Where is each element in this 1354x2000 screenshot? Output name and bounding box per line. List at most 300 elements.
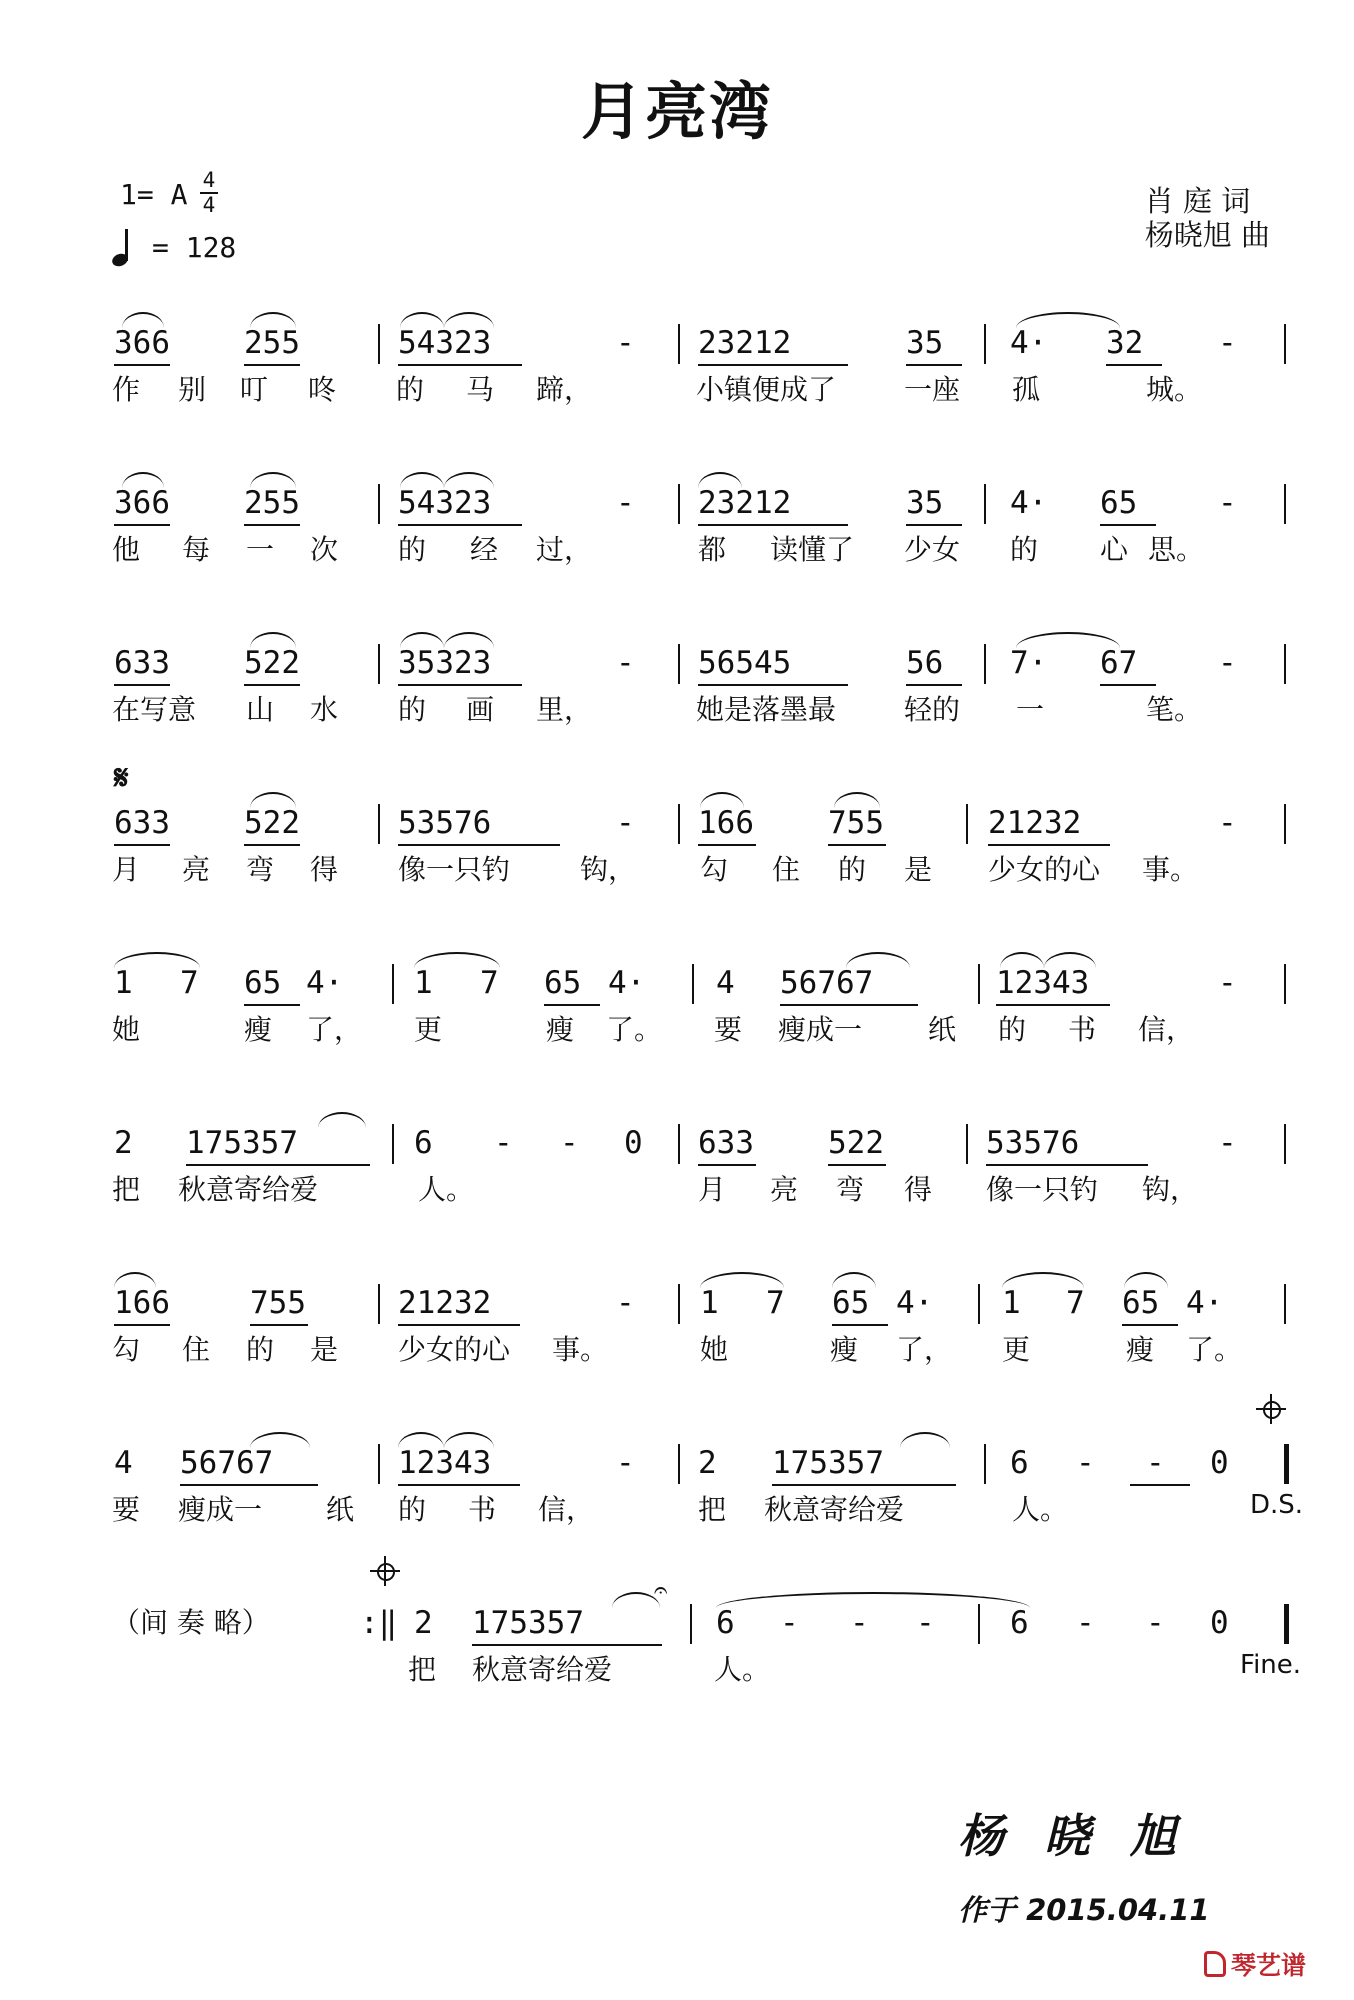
note-group: 7	[1066, 1285, 1085, 1321]
lyric-text: 每	[182, 533, 211, 566]
note-group: 32	[1106, 325, 1144, 361]
lyric-text: 把	[698, 1493, 727, 1526]
beam-line	[244, 364, 300, 366]
lyric-text: 都	[698, 533, 727, 566]
tie-slur	[1044, 952, 1096, 968]
note-group: 633	[114, 645, 170, 681]
barline	[392, 964, 394, 1004]
tie-slur	[834, 792, 880, 808]
lyric-text: 的	[398, 693, 427, 726]
note-group: 7	[766, 1285, 785, 1321]
note-group: 35	[906, 485, 944, 521]
score-row	[0, 318, 1354, 438]
beam-line	[698, 684, 848, 686]
segno-icon: 𝄋	[114, 758, 129, 798]
coda-icon	[374, 1560, 396, 1582]
beam-line	[832, 1324, 888, 1326]
beam-line	[250, 1324, 308, 1326]
tie-slur	[900, 1432, 950, 1448]
composer-credit: 杨晓旭 曲	[1144, 218, 1270, 252]
time-signature-top: 4	[202, 168, 216, 192]
note-group: 4·	[608, 965, 646, 1001]
note-group: 1	[700, 1285, 719, 1321]
lyric-text: 的	[838, 853, 867, 886]
lyric-text: 叮	[240, 373, 269, 406]
lyric-text: 山	[246, 693, 275, 726]
lyric-text: 事。	[1142, 853, 1199, 886]
tie-slur	[114, 952, 200, 968]
note-group: -	[616, 645, 635, 681]
tie-slur	[700, 1272, 784, 1288]
note-group: 23212	[698, 325, 792, 361]
repeat-sign: :‖	[360, 1605, 398, 1641]
note-group: -	[560, 1125, 579, 1161]
lyric-text: 人。	[714, 1653, 771, 1686]
score-row	[0, 1118, 1354, 1238]
lyric-text: 瘦成一	[778, 1013, 863, 1046]
beam-line	[398, 844, 560, 846]
note-group: -	[916, 1605, 935, 1641]
note-group: 6	[414, 1125, 433, 1161]
note-group: -	[1076, 1445, 1095, 1481]
beam-line	[398, 1484, 520, 1486]
beam-line	[244, 684, 300, 686]
note-group: 1	[1002, 1285, 1021, 1321]
note-group: -	[1218, 805, 1237, 841]
note-group: -	[494, 1125, 513, 1161]
lyric-text: 住	[182, 1333, 211, 1366]
note-group: 522	[828, 1125, 884, 1161]
note-group: 2	[114, 1125, 133, 1161]
note-group: -	[1146, 1445, 1165, 1481]
lyric-text: 信，	[1138, 1013, 1195, 1046]
beam-line	[398, 524, 522, 526]
lyric-text: 蹄，	[536, 373, 593, 406]
tie-slur	[1002, 1272, 1084, 1288]
note-group: 366	[114, 325, 170, 361]
note-group: -	[616, 805, 635, 841]
beam-line	[114, 1324, 170, 1326]
note-group: 633	[114, 805, 170, 841]
tie-slur	[444, 472, 494, 488]
note-group: 65	[832, 1285, 870, 1321]
lyric-text: 经	[470, 533, 499, 566]
beam-line	[114, 844, 170, 846]
beam-line	[244, 844, 300, 846]
lyric-text: 秋意寄给爱	[472, 1653, 613, 1686]
note-group: -	[1218, 325, 1237, 361]
fine-marking: Fine.	[1240, 1650, 1302, 1680]
lyric-text: 画	[466, 693, 495, 726]
tie-slur	[114, 1272, 156, 1288]
lyric-text: 事。	[552, 1333, 609, 1366]
tie-slur	[398, 1432, 444, 1448]
note-group: 255	[244, 485, 300, 521]
note-group: 21232	[398, 1285, 492, 1321]
lyric-text: 的	[398, 1493, 427, 1526]
barline	[1284, 1284, 1286, 1324]
lyric-text: 里，	[536, 693, 593, 726]
lyric-text: 了。	[1186, 1333, 1243, 1366]
note-group: -	[1076, 1605, 1095, 1641]
beam-line	[114, 364, 170, 366]
barline	[678, 1444, 680, 1484]
key-signature: 1= A	[120, 178, 188, 211]
lyric-text: 的	[246, 1333, 275, 1366]
lyric-text: 的	[396, 373, 425, 406]
lyric-text: 秋意寄给爱	[178, 1173, 319, 1206]
lyric-text: 信，	[538, 1493, 595, 1526]
lyric-text: 轻的	[904, 693, 961, 726]
beam-line	[828, 844, 886, 846]
lyric-text: 了，	[896, 1333, 953, 1366]
time-signature-bottom: 4	[202, 193, 216, 217]
tie-slur	[444, 1432, 494, 1448]
signature-date: 作于 2015.04.11	[958, 1893, 1210, 1927]
lyric-text: 更	[1002, 1333, 1031, 1366]
page-title: 月亮湾	[580, 75, 773, 148]
note-group: 12343	[996, 965, 1090, 1001]
beam-line	[906, 524, 962, 526]
note-group: 166	[698, 805, 754, 841]
note-group: -	[780, 1605, 799, 1641]
note-group: 0	[1210, 1605, 1229, 1641]
tie-slur	[414, 952, 500, 968]
note-group: 0	[624, 1125, 643, 1161]
beam-line	[114, 684, 170, 686]
lyric-text: 笔。	[1146, 693, 1203, 726]
note-group: -	[1218, 1125, 1237, 1161]
lyric-text: 她	[700, 1333, 729, 1366]
lyric-text: 孤	[1012, 373, 1041, 406]
lyric-text: 弯	[246, 853, 275, 886]
note-group: 4·	[306, 965, 344, 1001]
lyric-text: 要	[112, 1493, 141, 1526]
beam-line	[996, 1004, 1110, 1006]
beam-line	[398, 364, 522, 366]
lyric-text: 次	[310, 533, 339, 566]
note-group: 755	[828, 805, 884, 841]
note-group: 1	[114, 965, 133, 1001]
lyric-text: 心	[1100, 533, 1129, 566]
final-barline	[1284, 1604, 1289, 1644]
lyric-text: 她	[112, 1013, 141, 1046]
lyric-text: 纸	[326, 1493, 355, 1526]
lyric-text: 人。	[418, 1173, 475, 1206]
watermark-text: 琴艺谱	[1231, 1951, 1307, 1980]
tie-slur	[444, 312, 494, 328]
score-row	[0, 1438, 1354, 1558]
tie-slur	[1016, 312, 1120, 328]
score-row	[0, 638, 1354, 758]
barline	[1284, 1124, 1286, 1164]
beam-line	[1106, 364, 1162, 366]
note-group: 522	[244, 645, 300, 681]
lyric-text: 的	[398, 533, 427, 566]
barline	[966, 804, 968, 844]
beam-line	[906, 684, 962, 686]
note-group: 23212	[698, 485, 792, 521]
lyric-text: 钩，	[1142, 1173, 1199, 1206]
barline	[1284, 644, 1286, 684]
beam-line	[544, 1004, 600, 1006]
lyric-text: 弯	[836, 1173, 865, 1206]
barline	[678, 804, 680, 844]
lyric-text: 咚	[308, 373, 337, 406]
score-row	[0, 798, 1354, 918]
beam-line	[1130, 1484, 1190, 1486]
lyric-text: 一	[1016, 693, 1045, 726]
barline	[1284, 324, 1286, 364]
note-group: -	[1146, 1605, 1165, 1641]
lyric-text: 过，	[536, 533, 593, 566]
note-group: 2	[698, 1445, 717, 1481]
note-group: 54323	[398, 485, 492, 521]
lyric-text: 他	[112, 533, 141, 566]
beam-line	[244, 524, 300, 526]
barline	[1284, 804, 1286, 844]
lyric-text: 亮	[182, 853, 211, 886]
beam-line	[114, 524, 170, 526]
beam-line	[780, 1004, 918, 1006]
lyric-text: 更	[414, 1013, 443, 1046]
lyric-text: 读懂了	[770, 533, 855, 566]
barline	[984, 324, 986, 364]
lyric-text: 少女的心	[398, 1333, 511, 1366]
tie-slur	[122, 472, 164, 488]
barline	[378, 484, 380, 524]
lyric-text: 城。	[1146, 373, 1203, 406]
note-group: 65	[1100, 485, 1138, 521]
note-group: -	[850, 1605, 869, 1641]
note-group: 1	[414, 965, 433, 1001]
beam-line	[906, 364, 962, 366]
note-group: 53576	[398, 805, 492, 841]
note-group: 0	[1210, 1445, 1229, 1481]
barline	[378, 1444, 380, 1484]
note-group: 6	[716, 1605, 735, 1641]
beam-line	[398, 684, 522, 686]
lyric-text: 勾	[700, 853, 729, 886]
lyric-text: 水	[310, 693, 339, 726]
lyric-text: 住	[772, 853, 801, 886]
note-group: 2	[414, 1605, 433, 1641]
beam-line	[988, 844, 1110, 846]
watermark-logo	[1204, 1946, 1306, 1982]
barline	[1284, 964, 1286, 1004]
lyric-text: 月	[698, 1173, 727, 1206]
tie-slur	[122, 312, 164, 328]
lyric-text: 是	[904, 853, 933, 886]
tie-slur	[250, 1432, 310, 1448]
barline	[392, 1124, 394, 1164]
note-group: 21232	[988, 805, 1082, 841]
note-group: 65	[1122, 1285, 1160, 1321]
note-group: 35	[906, 325, 944, 361]
beam-line	[1100, 524, 1156, 526]
note-group: 7	[480, 965, 499, 1001]
note-group: 6	[1010, 1445, 1029, 1481]
lyric-text: 瘦	[244, 1013, 273, 1046]
lyric-text: 像一只钓	[986, 1173, 1099, 1206]
note-group: 56767	[780, 965, 874, 1001]
lyricist-credit: 肖 庭 词	[1144, 184, 1251, 218]
lyric-text: 少女	[904, 533, 961, 566]
lyric-text: 书	[1068, 1013, 1097, 1046]
tie-slur	[1000, 952, 1044, 968]
barline	[978, 1284, 980, 1324]
barline	[690, 1604, 692, 1644]
lyric-text: 了，	[306, 1013, 363, 1046]
tie-slur	[250, 312, 296, 328]
note-group: 67	[1100, 645, 1138, 681]
beam-line	[698, 524, 848, 526]
beam-line	[472, 1644, 662, 1646]
lyric-text: 得	[310, 853, 339, 886]
lyric-text: 的	[998, 1013, 1027, 1046]
note-group: 65	[244, 965, 282, 1001]
barline	[1284, 484, 1286, 524]
beam-line	[986, 1164, 1148, 1166]
score-row	[0, 478, 1354, 598]
note-group: 633	[698, 1125, 754, 1161]
note-group: 4·	[1186, 1285, 1224, 1321]
lyric-text: 勾	[112, 1333, 141, 1366]
lyric-text: 像一只钓	[398, 853, 511, 886]
lyric-text: 瘦	[830, 1333, 859, 1366]
barline	[966, 1124, 968, 1164]
note-group: 4·	[1010, 485, 1048, 521]
note-group: 7	[180, 965, 199, 1001]
lyric-text: 别	[178, 373, 207, 406]
lyric-text: 少女的心	[988, 853, 1101, 886]
lyric-text: 要	[714, 1013, 743, 1046]
note-group: 255	[244, 325, 300, 361]
tie-slur	[250, 792, 296, 808]
note-group: 56545	[698, 645, 792, 681]
beam-line	[698, 364, 848, 366]
note-group: -	[616, 1445, 635, 1481]
lyric-text: 亮	[770, 1173, 799, 1206]
note-group: 53576	[986, 1125, 1080, 1161]
beam-line	[186, 1164, 370, 1166]
barline	[378, 324, 380, 364]
note-group: -	[1218, 965, 1237, 1001]
beam-line	[698, 844, 756, 846]
barline	[378, 1284, 380, 1324]
lyric-text: 马	[466, 373, 495, 406]
beam-line	[180, 1484, 318, 1486]
lyric-text: 她是落墨最	[696, 693, 837, 726]
barline	[984, 484, 986, 524]
note-group: 366	[114, 485, 170, 521]
qinyipu-logo-icon	[1204, 1951, 1226, 1977]
lyric-text: 秋意寄给爱	[764, 1493, 905, 1526]
note-group: 65	[544, 965, 582, 1001]
tie-slur	[846, 952, 910, 968]
lyric-text: 把	[112, 1173, 141, 1206]
beam-line	[1122, 1324, 1178, 1326]
barline	[678, 1284, 680, 1324]
tie-slur	[612, 1592, 660, 1608]
note-group: 54323	[398, 325, 492, 361]
lyric-text: 瘦	[546, 1013, 575, 1046]
note-group: 755	[250, 1285, 306, 1321]
note-group: 56767	[180, 1445, 274, 1481]
tie-slur	[400, 632, 444, 648]
note-group: 4	[114, 1445, 133, 1481]
tie-slur	[250, 632, 296, 648]
lyric-text: 思。	[1148, 533, 1205, 566]
note-group: 4	[716, 965, 735, 1001]
lyric-text: 钩，	[580, 853, 637, 886]
note-group: 12343	[398, 1445, 492, 1481]
barline	[978, 964, 980, 1004]
barline	[978, 1604, 980, 1644]
beam-line	[244, 1004, 300, 1006]
tie-slur	[1016, 632, 1120, 648]
score-row	[0, 1278, 1354, 1398]
tie-slur	[444, 632, 494, 648]
lyric-text: 纸	[928, 1013, 957, 1046]
tempo-value: = 128	[152, 230, 237, 264]
barline	[678, 1124, 680, 1164]
fermata-icon: 𝄐	[654, 1576, 668, 1604]
note-group: -	[1218, 645, 1237, 681]
barline	[678, 644, 680, 684]
lyric-text: 小镇便成了	[696, 373, 837, 406]
coda-icon	[1260, 1398, 1282, 1420]
barline	[678, 324, 680, 364]
note-group: 35323	[398, 645, 492, 681]
barline	[378, 804, 380, 844]
lyric-text: 瘦	[1126, 1333, 1155, 1366]
barline	[378, 644, 380, 684]
barline	[984, 644, 986, 684]
tie-slur	[716, 1592, 1030, 1608]
interlude-note: （间 奏 略）	[112, 1606, 270, 1639]
tie-slur	[698, 472, 742, 488]
note-group: 175357	[472, 1605, 584, 1641]
note-group: -	[1218, 485, 1237, 521]
beam-line	[698, 1164, 756, 1166]
barline	[692, 964, 694, 1004]
lyric-text: 月	[112, 853, 141, 886]
beam-line	[828, 1164, 886, 1166]
note-group: 4·	[896, 1285, 934, 1321]
ds-marking: D.S.	[1250, 1490, 1304, 1520]
lyric-text: 书	[468, 1493, 497, 1526]
tie-slur	[700, 792, 744, 808]
beam-line	[772, 1484, 956, 1486]
note-group: -	[616, 1285, 635, 1321]
note-group: 166	[114, 1285, 170, 1321]
note-group: 175357	[186, 1125, 298, 1161]
note-group: -	[616, 325, 635, 361]
lyric-text: 了。	[606, 1013, 663, 1046]
note-group: 56	[906, 645, 944, 681]
tie-slur	[1124, 1272, 1168, 1288]
lyric-text: 得	[904, 1173, 933, 1206]
tie-slur	[400, 472, 444, 488]
tie-slur	[832, 1272, 876, 1288]
barline	[678, 484, 680, 524]
lyric-text: 作	[112, 373, 141, 406]
beam-line	[1100, 684, 1156, 686]
note-group: 4·	[1010, 325, 1048, 361]
lyric-text: 是	[310, 1333, 339, 1366]
note-group: -	[616, 485, 635, 521]
